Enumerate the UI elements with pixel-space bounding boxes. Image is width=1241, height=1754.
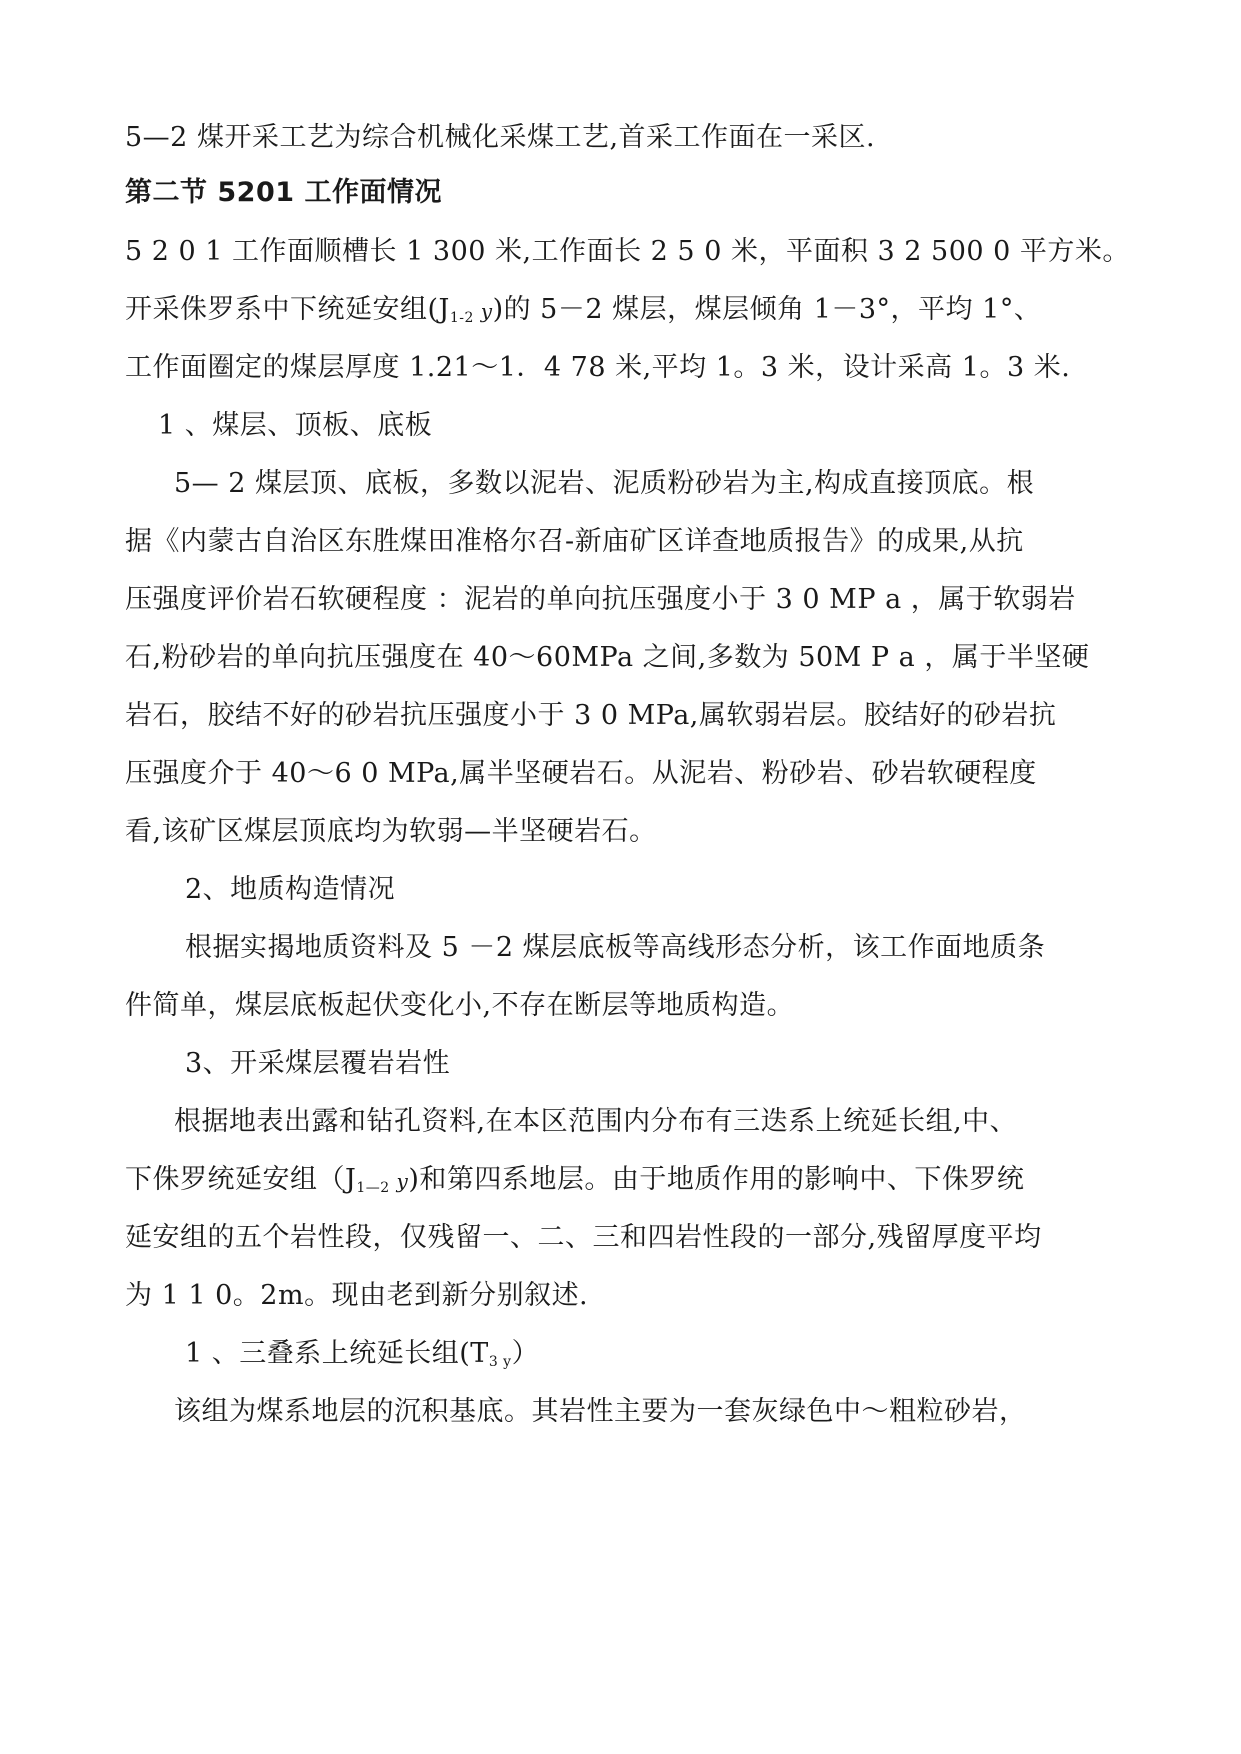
- subheading-4: 1 、三叠系上统延长组$(T_{3 y})$: [185, 1338, 540, 1370]
- text-line-15: 根据实揭地质资料及 5 －2 煤层底板等高线形态分析，该工作面地质条: [185, 932, 1046, 963]
- subheading-1: 1 、煤层、顶板、底板: [158, 410, 433, 441]
- text-line-13: 看,该矿区煤层顶底均为软弱—半坚硬岩石。: [125, 816, 657, 847]
- text-line-9: 压强度评价岩石软硬程度 ：泥岩的单向抗压强度小于 3 0 MP a ，属于软弱岩: [125, 584, 1076, 615]
- text-line-10: 石,粉砂岩的单向抗压强度在 40～60MPa 之间,多数为 50M P a ，属于半坚硬: [125, 642, 1090, 673]
- subheading-2: 2、地质构造情况: [185, 874, 396, 905]
- text-line-11: 岩石，胶结不好的砂岩抗压强度小于 3 0 MPa,属软弱岩层。胶结好的砂岩抗: [125, 700, 1057, 731]
- text-line-3: 5 2 0 1 工作面顺槽长 1 300 米,工作面长 2 5 0 米，平面积 3 2 500 0 平方米。: [125, 236, 1130, 267]
- subheading-3: 3、开采煤层覆岩岩性: [185, 1048, 451, 1079]
- text-line-1: 5—2 煤开采工艺为综合机械化采煤工艺,首采工作面在一采区.: [125, 122, 876, 153]
- text-line-4: 开采侏罗系中下统延安组($J_{1-2}$ y)的 5－2 煤层，煤层倾角 1－3°，平均 1°、: [125, 294, 1042, 326]
- text-line-12: 压强度介于 40～6 0 MPa,属半坚硬岩石。从泥岩、粉砂岩、砂岩软硬程度: [125, 758, 1037, 789]
- text-line-19: 下侏罗统延安组（$J_{1—2}$ y)和第四系地层。由于地质作用的影响中、下侏罗统: [125, 1164, 1025, 1196]
- text-line-18: 根据地表出露和钻孔资料,在本区范围内分布有三迭系上统延长组,中、: [174, 1106, 1018, 1137]
- text-line-21: 为 1 1 0。2m。现由老到新分别叙述.: [125, 1280, 589, 1311]
- text-line-5: 工作面圈定的煤层厚度 1.21～1．4 78 米,平均 1。3 米，设计采高 1。3 米.: [125, 352, 1071, 383]
- text-line-7: 5— 2 煤层顶、底板，多数以泥岩、泥质粉砂岩为主,构成直接顶底。根: [174, 468, 1035, 499]
- text-line-16: 件简单，煤层底板起伏变化小,不存在断层等地质构造。: [125, 990, 795, 1021]
- section-heading: 第二节 5201 工作面情况: [125, 177, 442, 208]
- text-line-20: 延安组的五个岩性段，仅残留一、二、三和四岩性段的一部分,残留厚度平均: [125, 1222, 1042, 1253]
- text-line-8: 据《内蒙古自治区东胜煤田准格尔召-新庙矿区详查地质报告》的成果,从抗: [125, 526, 1024, 557]
- text-line-23: 该组为煤系地层的沉积基底。其岩性主要为一套灰绿色中～粗粒砂岩，: [174, 1396, 1027, 1427]
